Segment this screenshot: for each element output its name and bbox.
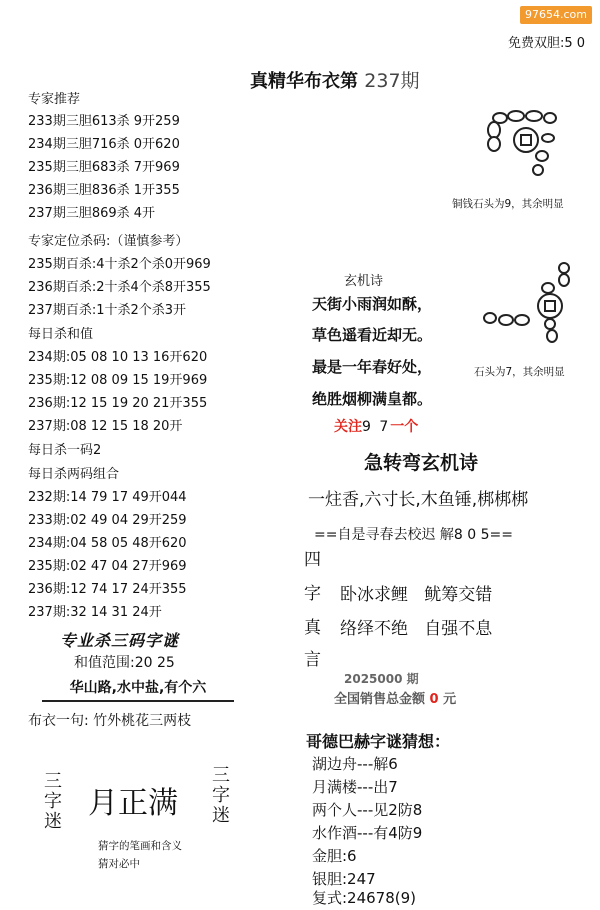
mystic-poem-heading: 玄机诗 (344, 274, 384, 289)
goldbach-row: 月满楼---出7 (312, 778, 398, 796)
title-text: 真精华布衣第 (250, 71, 358, 92)
three-char-riddle: 月正满 (88, 786, 178, 821)
kill-two-row: 234期:04 58 05 48开620 (28, 536, 187, 551)
position-kill-row: 236期百杀:2十杀4个杀8开355 (28, 280, 211, 295)
mystic-poem-line: 天街小雨润如酥， (312, 295, 433, 313)
follow-label: 关注 (334, 419, 362, 435)
issue-number: 237期 (364, 70, 420, 92)
expert-row: 235期三胆683杀 7开969 (28, 160, 180, 175)
four-char-label: 真 (304, 618, 321, 638)
position-kill-row: 235期百杀:4十杀2个杀0开969 (28, 257, 211, 272)
riddle3-text: 华山路,水中盐,有个六 (42, 677, 234, 702)
sum-kill-row: 236期:12 15 19 20 21开355 (28, 396, 208, 411)
expert-row: 234期三胆716杀 0开620 (28, 137, 180, 152)
sum-kill-row: 235期:12 08 09 15 19开969 (28, 373, 208, 388)
site-watermark: 97654.com (520, 6, 592, 24)
goldbach-row: 金胆:6 (312, 847, 357, 865)
expert-row: 236期三胆836杀 1开355 (28, 183, 180, 198)
three-char-note: 猜字的笔画和含义 (98, 840, 182, 852)
goldbach-row: 复式:24678(9) (312, 889, 417, 907)
turn-poem-answer: ==自是寻春去校迟 解8 0 5== (314, 527, 513, 543)
coin-caption-1: 铜钱石头为9，其余明显 (452, 198, 564, 210)
four-char-label: 言 (304, 650, 321, 670)
sales-unit: 元 (443, 692, 457, 707)
goldbach-heading: 哥德巴赫字谜猜想： (306, 732, 451, 751)
kill-two-row: 237期:32 14 31 24开 (28, 605, 162, 620)
follow-suffix: 一个 (390, 419, 419, 435)
expert-row: 233期三胆613杀 9开259 (28, 114, 180, 129)
sum-kill-row: 234期:05 08 10 13 16开620 (28, 350, 208, 365)
riddle3-heading: 专业杀三码字谜 (60, 631, 180, 650)
sales-amount: 0 (429, 692, 439, 707)
follow-number: 9 7 (362, 419, 391, 435)
goldbach-row: 水作酒---有4防9 (312, 824, 423, 842)
coin-chain-illustration-2 (478, 260, 578, 350)
expert-heading: 专家推荐 (28, 92, 81, 107)
expert-row: 237期三胆869杀 4开 (28, 206, 156, 221)
three-char-note: 猜对必中 (98, 858, 140, 870)
mystic-poem-line: 草色遥看近却无。 (312, 326, 433, 344)
free-pair-text: 免费双胆:5 0 (508, 36, 586, 51)
four-char-label: 四 (304, 550, 321, 570)
sum-range-text: 和值范围:20 25 (74, 655, 175, 671)
turn-poem-heading: 急转弯玄机诗 (364, 452, 479, 474)
buyi-line: 布衣一句: 竹外桃花三两枝 (28, 713, 192, 729)
three-char-left-label: 三字迷 (44, 771, 62, 832)
mystic-poem-line: 绝胜烟柳满皇都。 (312, 390, 433, 408)
kill-two-row: 232期:14 79 17 49开044 (28, 490, 187, 505)
goldbach-row: 两个人---见2防8 (312, 801, 423, 819)
goldbach-row: 湖边舟---解6 (312, 755, 398, 773)
position-kill-row: 237期百杀:1十杀2个杀3开 (28, 303, 187, 318)
sum-kill-row: 237期:08 12 15 18 20开 (28, 419, 183, 434)
sum-kill-heading: 每日杀和值 (28, 327, 94, 342)
four-char-row: 卧冰求鲤 鱿筹交错 (340, 585, 493, 605)
sales-label: 全国销售总金额 (334, 692, 426, 707)
goldbach-row: 银胆:247 (312, 870, 376, 888)
coin-chain-illustration-1 (478, 106, 578, 186)
kill-two-heading: 每日杀两码组合 (28, 467, 120, 482)
kill-one-text: 每日杀一码2 (28, 443, 102, 458)
position-kill-heading: 专家定位杀码:（谨慎参考） (28, 234, 189, 249)
turn-poem-line: 一炷香,六寸长,木鱼锤,梆梆梆 (308, 490, 529, 510)
coin-caption-2: 石头为7，其余明显 (474, 366, 565, 378)
follow-note (334, 416, 418, 436)
sales-issue: 2025000 期 (344, 672, 419, 686)
page-title (250, 66, 420, 93)
kill-two-row: 233期:02 49 04 29开259 (28, 513, 187, 528)
mystic-poem-line: 最是一年春好处， (312, 358, 433, 376)
four-char-row: 络绎不绝 自强不息 (340, 619, 493, 639)
three-char-right-label: 三字迷 (212, 765, 230, 826)
kill-two-row: 236期:12 74 17 24开355 (28, 582, 187, 597)
sales-total (334, 688, 456, 707)
four-char-label: 字 (304, 584, 321, 604)
kill-two-row: 235期:02 47 04 27开969 (28, 559, 187, 574)
